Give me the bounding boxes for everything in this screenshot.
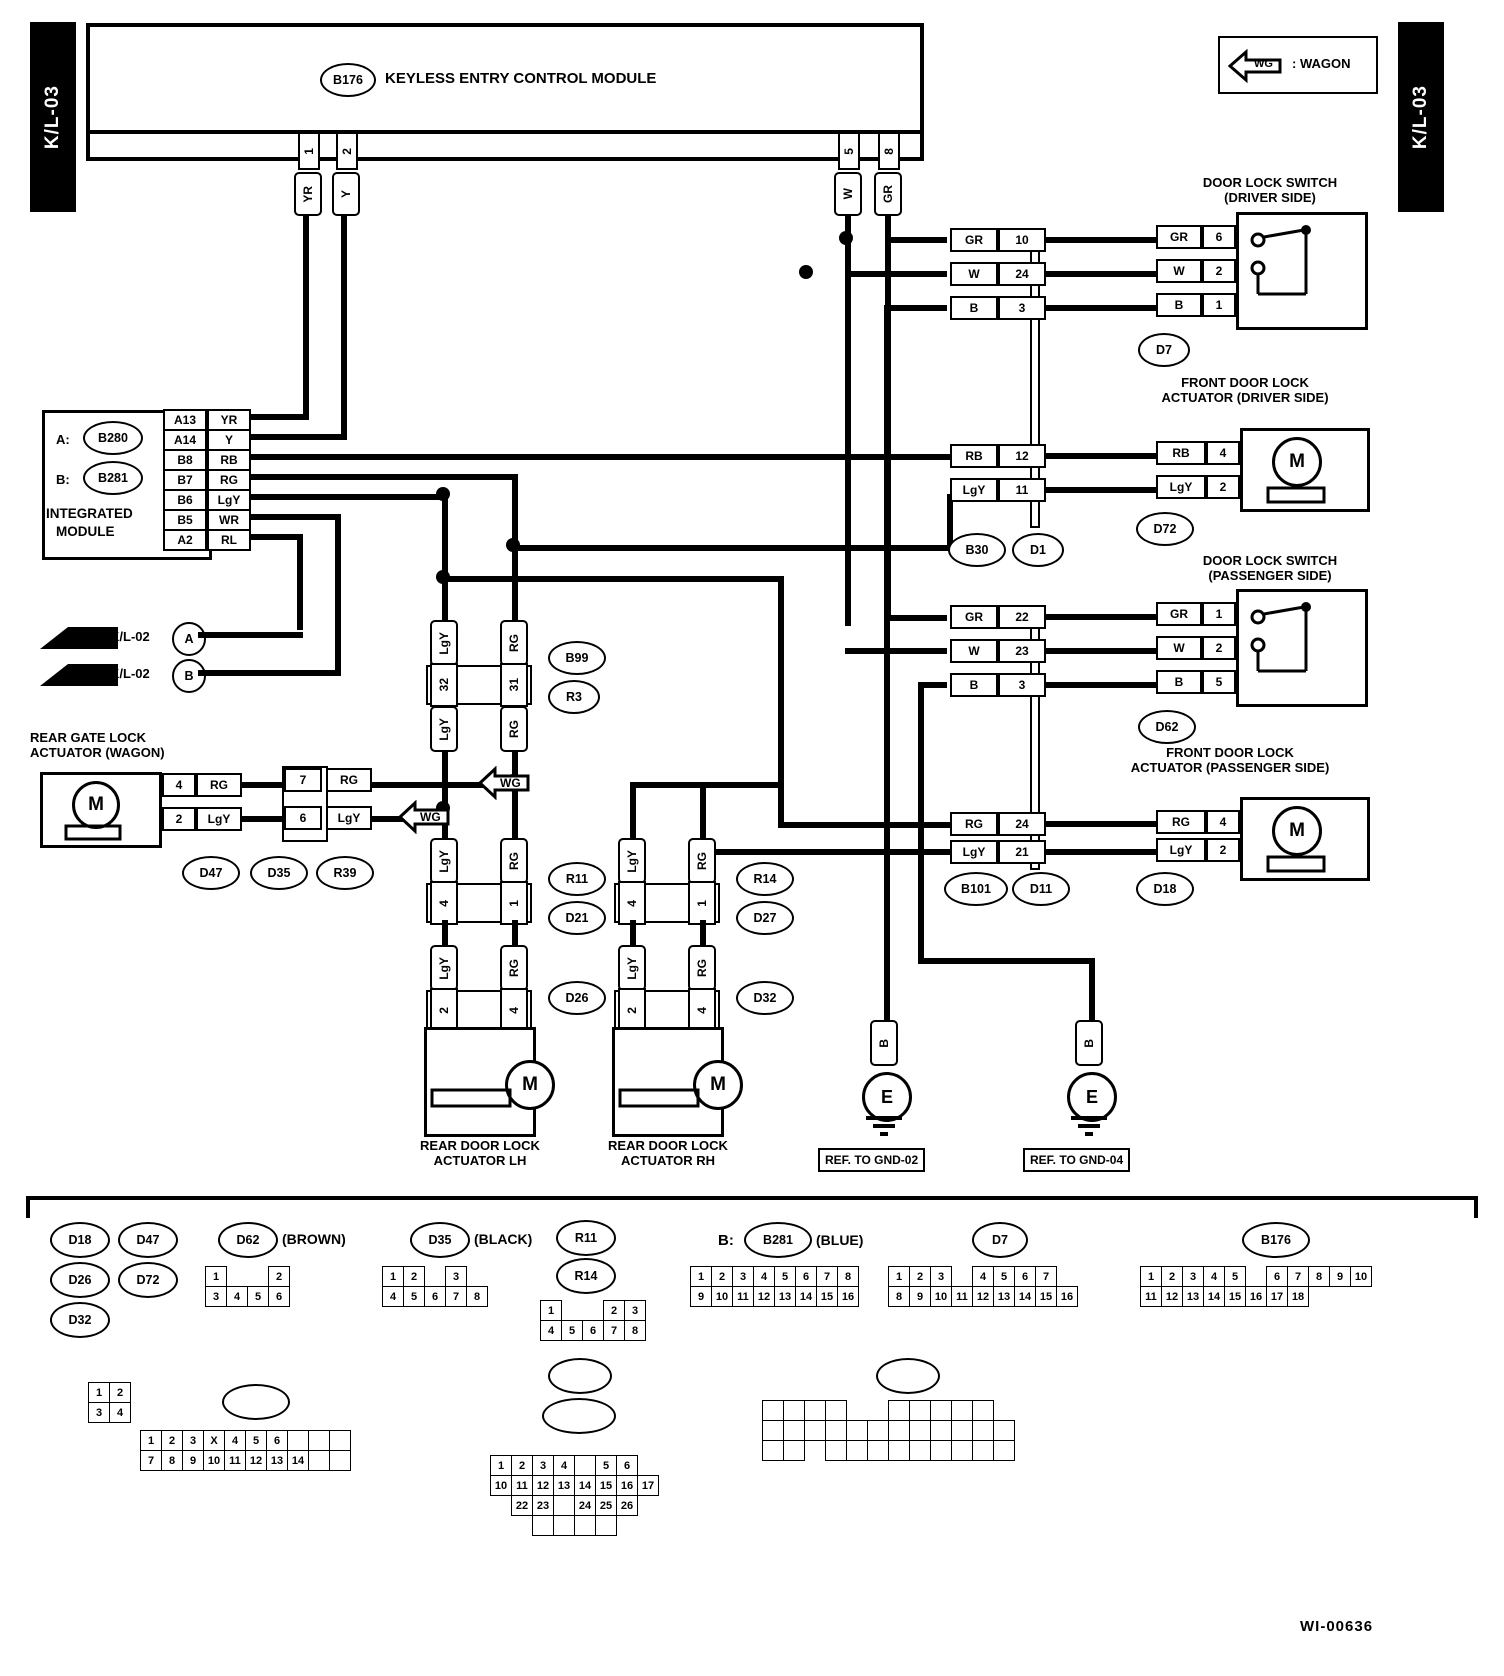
wire-b-upper-vert (884, 305, 890, 1050)
keyless-wire-gr: GR (874, 172, 902, 216)
keyless-module-title: KEYLESS ENTRY CONTROL MODULE (385, 70, 657, 87)
center-upper-wire-w: W (950, 262, 998, 286)
center-lower-wire-w: W (950, 639, 998, 663)
legend-divider (26, 1196, 1478, 1200)
legend-r14-ref: R14 (556, 1258, 616, 1294)
integrated-pin-b8: B8 (163, 449, 207, 471)
sheet-tag-right (1398, 22, 1444, 212)
wire-wr-to-link (198, 670, 341, 676)
legend-grid-d62: 1 2 3 4 5 6 (205, 1266, 290, 1307)
lh-num-1: 1 (500, 881, 528, 925)
dlsp-title-2: (PASSENGER SIDE) (1208, 568, 1332, 583)
integrated-wire-y: Y (207, 429, 251, 451)
legend-grid-small4: 1 2 3 4 (88, 1382, 131, 1423)
dlsd-num-2: 2 (1202, 259, 1236, 283)
wire-w-down-horz (845, 648, 947, 654)
wire-w-keyless-vert (845, 214, 851, 276)
wire-lgy-b6-vert (442, 494, 448, 624)
dlsd-title-1: DOOR LOCK SWITCH (1202, 175, 1338, 190)
door-lock-switch-driver-title (1140, 175, 1400, 205)
legend-d62-ref: D62 (218, 1222, 278, 1258)
fdla-driver-title (1090, 375, 1400, 405)
wire-y-horz (251, 434, 347, 440)
keyless-module-ref: B176 (320, 63, 376, 97)
wagon-marker-icon-2 (398, 800, 454, 834)
integrated-pin-a13: A13 (163, 409, 207, 431)
fdlad-motor: M (1272, 437, 1322, 487)
wire-yr-horz (251, 414, 309, 420)
rear-rh-title-1: REAR DOOR LOCK (608, 1138, 728, 1153)
lh-ref-d21: D21 (548, 901, 606, 935)
fdlap-coil-icon (1262, 851, 1342, 881)
dlsp-num-5: 5 (1202, 670, 1236, 694)
dlsp-ref-d62: D62 (1138, 710, 1196, 744)
legend-b30-ref (548, 1358, 612, 1394)
integrated-title-1: INTEGRATED (46, 506, 133, 521)
legend-grid-d7: 1 2 3 4 5 6 7 8 9 10 11 12 13 14 15 16 (888, 1266, 1078, 1307)
wire-rg-center (442, 576, 782, 582)
legend-grid-d35: 1 2 3 4 5 6 7 8 (382, 1266, 488, 1307)
legend-oval-d32: D32 (50, 1302, 110, 1338)
rear-rh-coil-icon (616, 1068, 726, 1118)
center-lower-num-22: 22 (998, 605, 1046, 629)
rh-num-4: 4 (618, 881, 646, 925)
dlsd-ref-d7: D7 (1138, 333, 1190, 367)
junction-dot-2 (799, 265, 813, 279)
wire-lgy-b6 (251, 494, 446, 500)
wire-rh-rg-feed-v (700, 786, 706, 842)
rh-wire-lgy-up: LgY (618, 838, 646, 884)
rear-gate-title (30, 730, 230, 760)
integrated-a-ref: B280 (83, 421, 143, 455)
integrated-pin-a2: A2 (163, 529, 207, 551)
b99-wire-lgy-bot: LgY (430, 706, 458, 752)
legend-grid-b30b101: 1 2 3 4 5 6 10 11 12 13 14 15 16 17 22 23 24 25 26 (490, 1455, 659, 1536)
dlsp-title-1: DOOR LOCK SWITCH (1202, 553, 1338, 568)
dlsp-wire-w: W (1156, 636, 1202, 660)
b99-wire-rg-top: RG (500, 620, 528, 666)
b99-ref: B99 (548, 641, 606, 675)
wire-rear-gate-rg (242, 782, 284, 788)
gnd1-earth-icon (856, 1112, 912, 1140)
page-link-a-arrow (40, 625, 120, 651)
fdlad-coil-icon (1262, 482, 1342, 512)
fdlap-ref-d18: D18 (1136, 872, 1194, 906)
fdlad-ref-d72: D72 (1136, 512, 1194, 546)
rear-lh-motor: M (505, 1060, 555, 1110)
wire-rg-center-horz2 (778, 822, 950, 828)
b99-num-32: 32 (430, 663, 458, 707)
rear-rh-title (583, 1138, 753, 1168)
dlsd-wire-w: W (1156, 259, 1202, 283)
rear-lh-title-2: ACTUATOR LH (433, 1153, 527, 1168)
center-upper-ref-d1: D1 (1012, 533, 1064, 567)
legend-oval-d47: D47 (118, 1222, 178, 1258)
lh-wire-rg-up: RG (500, 838, 528, 884)
sheet-tag-right-label: K/L-03 (1410, 84, 1431, 150)
rear-rh-title-2: ACTUATOR RH (620, 1153, 716, 1168)
gnd1-symbol: E (862, 1072, 912, 1122)
rear-gate-ref-d47: D47 (182, 856, 240, 890)
keyless-wire-y: Y (332, 172, 360, 216)
integrated-a-label: A: (56, 432, 70, 447)
legend-grid-b176: 1 2 3 4 5 6 7 8 9 10 11 12 13 14 15 16 17 18 (1140, 1266, 1372, 1307)
junction-dot-3 (436, 487, 450, 501)
integrated-b-ref: B281 (83, 461, 143, 495)
wire-gr-keyless-horz (885, 237, 947, 243)
rh-num-4b: 4 (688, 988, 716, 1032)
rear-lh-title (395, 1138, 565, 1168)
fdlap-num-2: 2 (1206, 838, 1240, 862)
wire-lgy-to-actuator (1046, 487, 1156, 493)
fdlad-title-1: FRONT DOOR LOCK (1181, 375, 1309, 390)
wire-gr-to-switch (1046, 237, 1156, 243)
lh-ref-d26: D26 (548, 981, 606, 1015)
wagon-legend-text: : WAGON (1292, 56, 1351, 71)
wire-rb-to-actuator (1046, 453, 1156, 459)
integrated-pin-a14: A14 (163, 429, 207, 451)
lh-num-4b: 4 (500, 988, 528, 1032)
legend-b281-suffix: (BLUE) (816, 1232, 864, 1248)
fdlad-num-2: 2 (1206, 475, 1240, 499)
center-lower-num-23: 23 (998, 639, 1046, 663)
wire-rl-to-link (198, 632, 303, 638)
gnd2-earth-icon (1061, 1112, 1117, 1140)
center-lower-num-3: 3 (998, 673, 1046, 697)
integrated-pin-b7: B7 (163, 469, 207, 491)
wire-y-vert (341, 214, 347, 436)
rear-gate-ref-d35: D35 (250, 856, 308, 890)
keyless-pin-1: 1 (298, 132, 320, 170)
legend-r11-ref: R11 (556, 1220, 616, 1256)
dlsd-wire-gr: GR (1156, 225, 1202, 249)
fdlap-title (1060, 745, 1400, 775)
rear-rh-motor: M (693, 1060, 743, 1110)
wire-rl-vert (297, 534, 303, 630)
center-lower-wire-gr: GR (950, 605, 998, 629)
center-upper-num-12: 12 (998, 444, 1046, 468)
lh-num-4: 4 (430, 881, 458, 925)
b99-wire-rg-bot: RG (500, 706, 528, 752)
rh-ref-d32: D32 (736, 981, 794, 1015)
wire-rg-b7 (251, 474, 516, 480)
wire-b-to-switch2 (1046, 682, 1156, 688)
rear-gate-motor: M (72, 781, 120, 829)
rear-gate-coil-icon (62, 822, 142, 848)
gnd2-ref: REF. TO GND-04 (1023, 1148, 1130, 1172)
wire-b-lower-horz2 (918, 958, 1093, 964)
page-link-b-label: K/L-02 (110, 666, 150, 681)
center-upper-wire-rb: RB (950, 444, 998, 468)
fdlap-wire-rg: RG (1156, 810, 1206, 834)
center-lower-num-21: 21 (998, 840, 1046, 864)
dlsp-num-2: 2 (1202, 636, 1236, 660)
wire-rl-a2 (251, 534, 301, 540)
center-upper-num-11: 11 (998, 478, 1046, 502)
fdlap-title-1: FRONT DOOR LOCK (1166, 745, 1294, 760)
b99-num-31: 31 (500, 663, 528, 707)
lh-wire-lgy-dn: LgY (430, 945, 458, 991)
dlsd-title-2: (DRIVER SIDE) (1224, 190, 1316, 205)
integrated-wire-rl: RL (207, 529, 251, 551)
wire-rear-gate-lgy (242, 816, 284, 822)
center-lower-wire-rg: RG (950, 812, 998, 836)
legend-oval-d72: D72 (118, 1262, 178, 1298)
wire-gr-down-horz (885, 615, 947, 621)
rear-gate-wire-lgy: LgY (196, 807, 242, 831)
rh-ref-r14: R14 (736, 862, 794, 896)
center-upper-num-24: 24 (998, 262, 1046, 286)
wire-wr-link-vert (335, 576, 341, 674)
junction-dot-4 (506, 538, 520, 552)
legend-grid-r11r14: 1 2 3 4 5 6 7 8 (540, 1300, 646, 1341)
rear-gate-num-4: 4 (162, 773, 196, 797)
lh-ref-r11: R11 (548, 862, 606, 896)
integrated-wire-lgy: LgY (207, 489, 251, 511)
wire-lgy-to-actuator2 (1046, 849, 1156, 855)
junction-dot-5 (436, 570, 450, 584)
page-link-b-arrow (40, 662, 120, 688)
legend-grid-b280: 1 2 3 X 4 5 6 7 8 9 10 11 12 13 14 (140, 1430, 351, 1471)
lh-num-2: 2 (430, 988, 458, 1032)
wire-b-lower-horz (920, 682, 947, 688)
keyless-pin-8: 8 (878, 132, 900, 170)
center-upper-wire-lgy: LgY (950, 478, 998, 502)
sheet-tag-left-label: K/L-03 (42, 84, 63, 150)
dlsd-wire-b: B (1156, 293, 1202, 317)
gnd1-ref: REF. TO GND-02 (818, 1148, 925, 1172)
legend-b-prefix: B: (718, 1232, 734, 1249)
dlsp-num-1: 1 (1202, 602, 1236, 626)
wire-w-to-switch (1046, 271, 1156, 277)
legend-b176-ref: B176 (1242, 1222, 1310, 1258)
page-code: WI-00636 (1300, 1618, 1374, 1635)
wire-b-upper-horz (886, 305, 947, 311)
rear-gate-cwire-lgy: LgY (326, 806, 372, 830)
dlsp-contacts-icon (1240, 599, 1360, 699)
integrated-pin-b5: B5 (163, 509, 207, 531)
legend-d7-ref: D7 (972, 1222, 1028, 1258)
gnd2-wire-b: B (1075, 1020, 1103, 1066)
rh-num-1: 1 (688, 881, 716, 925)
rear-gate-cpin-7: 7 (284, 768, 322, 792)
keyless-wire-w: W (834, 172, 862, 216)
integrated-wire-wr: WR (207, 509, 251, 531)
legend-b101-ref (542, 1398, 616, 1434)
center-lower-num-24: 24 (998, 812, 1046, 836)
legend-b280-ref (222, 1384, 290, 1420)
integrated-title-2: MODULE (56, 524, 115, 539)
wire-rg-to-actuator2 (1046, 821, 1156, 827)
integrated-pin-b6: B6 (163, 489, 207, 511)
legend-grid-b99 (762, 1400, 1015, 1461)
sheet-tag-left (30, 22, 76, 212)
legend-oval-d26: D26 (50, 1262, 110, 1298)
page-link-a-tag: A (172, 622, 206, 656)
wire-wr-vert (335, 514, 341, 576)
fdlad-wire-rb: RB (1156, 441, 1206, 465)
rear-lh-coil-icon (428, 1068, 538, 1118)
dlsd-contacts-icon (1240, 222, 1360, 322)
center-lower-ref-d11: D11 (1012, 872, 1070, 906)
center-lower-wire-lgy: LgY (950, 840, 998, 864)
lh-wire-rg-dn: RG (500, 945, 528, 991)
gnd1-wire-b: B (870, 1020, 898, 1066)
lh-wire-lgy-up: LgY (430, 838, 458, 884)
page-link-a-label: K/L-02 (110, 629, 150, 644)
rh-wire-lgy-dn: LgY (618, 945, 646, 991)
fdlad-wire-lgy: LgY (1156, 475, 1206, 499)
rear-gate-ref-r39: R39 (316, 856, 374, 890)
legend-oval-d18: D18 (50, 1222, 110, 1258)
b99-wire-lgy-top: LgY (430, 620, 458, 666)
integrated-wire-yr: YR (207, 409, 251, 431)
fdlad-title-2: ACTUATOR (DRIVER SIDE) (1161, 390, 1329, 405)
legend-d35-suffix: (BLACK) (474, 1231, 533, 1247)
wire-rh-lgy-feed-v (630, 782, 636, 842)
fdlap-wire-lgy: LgY (1156, 838, 1206, 862)
center-upper-wire-gr: GR (950, 228, 998, 252)
wire-wr-b5 (251, 514, 339, 520)
integrated-wire-rg: RG (207, 469, 251, 491)
wire-w-keyless-horz (845, 271, 947, 277)
rear-gate-title-1: REAR GATE LOCK (30, 730, 147, 745)
legend-grid-b281: 1 2 3 4 5 6 7 8 9 10 11 12 13 14 15 16 (690, 1266, 859, 1307)
legend-divider-left (26, 1196, 30, 1218)
svg-text:WG: WG (500, 776, 521, 790)
wagon-marker-icon-1 (478, 766, 534, 800)
keyless-pin-2: 2 (336, 132, 358, 170)
legend-d62-suffix: (BROWN) (282, 1231, 346, 1247)
keyless-wire-yr: YR (294, 172, 322, 216)
dlsp-title (1130, 553, 1410, 583)
rear-gate-title-2: ACTUATOR (WAGON) (30, 745, 165, 760)
rh-ref-d27: D27 (736, 901, 794, 935)
center-upper-wire-b: B (950, 296, 998, 320)
wire-yr-vert (303, 214, 309, 420)
dlsp-wire-gr: GR (1156, 602, 1202, 626)
legend-divider-right (1474, 1196, 1478, 1218)
wire-lgy-low-horz (700, 849, 950, 855)
wire-gr-to-switch2 (1046, 614, 1156, 620)
fdlad-num-4: 4 (1206, 441, 1240, 465)
center-lower-ref-b101: B101 (944, 872, 1008, 906)
wagon-legend-code: WG (1254, 58, 1273, 70)
legend-b281-ref: B281 (744, 1222, 812, 1258)
integrated-b-label: B: (56, 472, 70, 487)
rear-lh-title-1: REAR DOOR LOCK (420, 1138, 540, 1153)
integrated-wire-rb: RB (207, 449, 251, 471)
legend-d35-ref: D35 (410, 1222, 470, 1258)
wire-rg-center-vert (778, 576, 784, 826)
rh-wire-rg-up: RG (688, 838, 716, 884)
rh-wire-rg-dn: RG (688, 945, 716, 991)
wire-w-down (845, 271, 851, 626)
svg-text:WG: WG (420, 810, 441, 824)
keyless-pin-5: 5 (838, 132, 860, 170)
wagon-legend (1218, 36, 1378, 94)
wire-b-to-switch (1046, 305, 1156, 311)
legend-b99-ref (876, 1358, 940, 1394)
dlsp-wire-b: B (1156, 670, 1202, 694)
rear-gate-cpin-6: 6 (284, 806, 322, 830)
wire-w-to-switch2 (1046, 648, 1156, 654)
center-upper-num-10: 10 (998, 228, 1046, 252)
r3-ref: R3 (548, 680, 600, 714)
fdlap-motor: M (1272, 806, 1322, 856)
center-upper-num-3: 3 (998, 296, 1046, 320)
dlsd-num-1: 1 (1202, 293, 1236, 317)
rh-num-2: 2 (618, 988, 646, 1032)
dlsd-num-6: 6 (1202, 225, 1236, 249)
rear-gate-wire-rg: RG (196, 773, 242, 797)
center-upper-ref-b30: B30 (948, 533, 1006, 567)
wire-lgy-center (516, 545, 951, 551)
junction-dot-1 (839, 231, 853, 245)
center-lower-wire-b: B (950, 673, 998, 697)
rear-gate-num-2: 2 (162, 807, 196, 831)
page-link-b-tag: B (172, 659, 206, 693)
rear-gate-cwire-rg: RG (326, 768, 372, 792)
fdlap-num-4: 4 (1206, 810, 1240, 834)
fdlap-title-2: ACTUATOR (PASSENGER SIDE) (1130, 760, 1330, 775)
gnd2-symbol: E (1067, 1072, 1117, 1122)
